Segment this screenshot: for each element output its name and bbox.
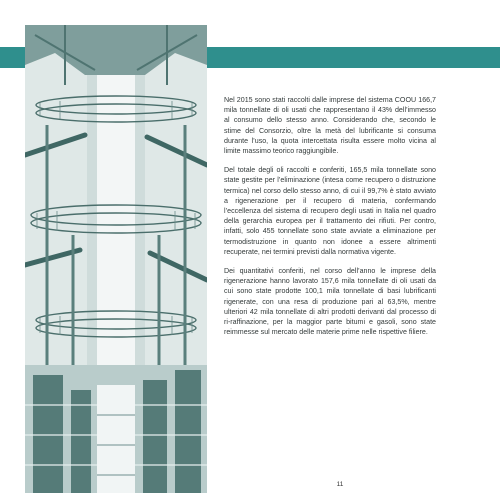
paragraph: Dei quantitativi conferiti, nel corso dell’anno le imprese della rigenerazione hanno lavorato 157,6 mila tonnellate di oli usati da cui sono state prodotte 100,1 mila tonnellate di basi lubrificanti rigenerate, con una resa di produzione pari al 63,5%, mentre ulteriori 42 mila tonnellate di altri prodotti derivanti dal processo di ri-raffinazione, per la maggior parte bitumi e gasoli, sono state reimmesse sul mercato delle materie prime nelle rispettive filiere.	[224, 267, 436, 337]
paragraph: Del totale degli oli raccolti e conferiti, 165,5 mila tonnellate sono state gestite per l’eliminazione (intesa come recupero o distruzione termica) nel corso dello stesso anno, di cui il 99,7% è stato avviato a rigenerazione per il recupero di materia, confermando l’eccellenza del sistema di recupero degli usati in Italia nel quadro della gerarchia europea per il trattamento dei rifiuti. Per contro, infatti, solo 455 tonnellate sono state avviate a eliminazione per termodistruzione in quanto non idonee a essere altrimenti recuperate, nei termini previsti dalla normativa vigente.	[224, 166, 436, 256]
paragraph: Nel 2015 sono stati raccolti dalle imprese del sistema COOU 166,7 mila tonnellate di oli usati che rappresentano il 43% dell’immesso al consumo dello stesso anno. Considerando che, secondo le stime del Consorzio, oltre la metà del lubrificante si consuma durante l’uso, la quota intercettata risulta essere molto vicina al limite massimo teorico raggiungibile.	[224, 96, 436, 156]
page-number: 11	[336, 481, 344, 488]
refinery-photo	[25, 25, 207, 493]
body-text	[224, 95, 436, 346]
